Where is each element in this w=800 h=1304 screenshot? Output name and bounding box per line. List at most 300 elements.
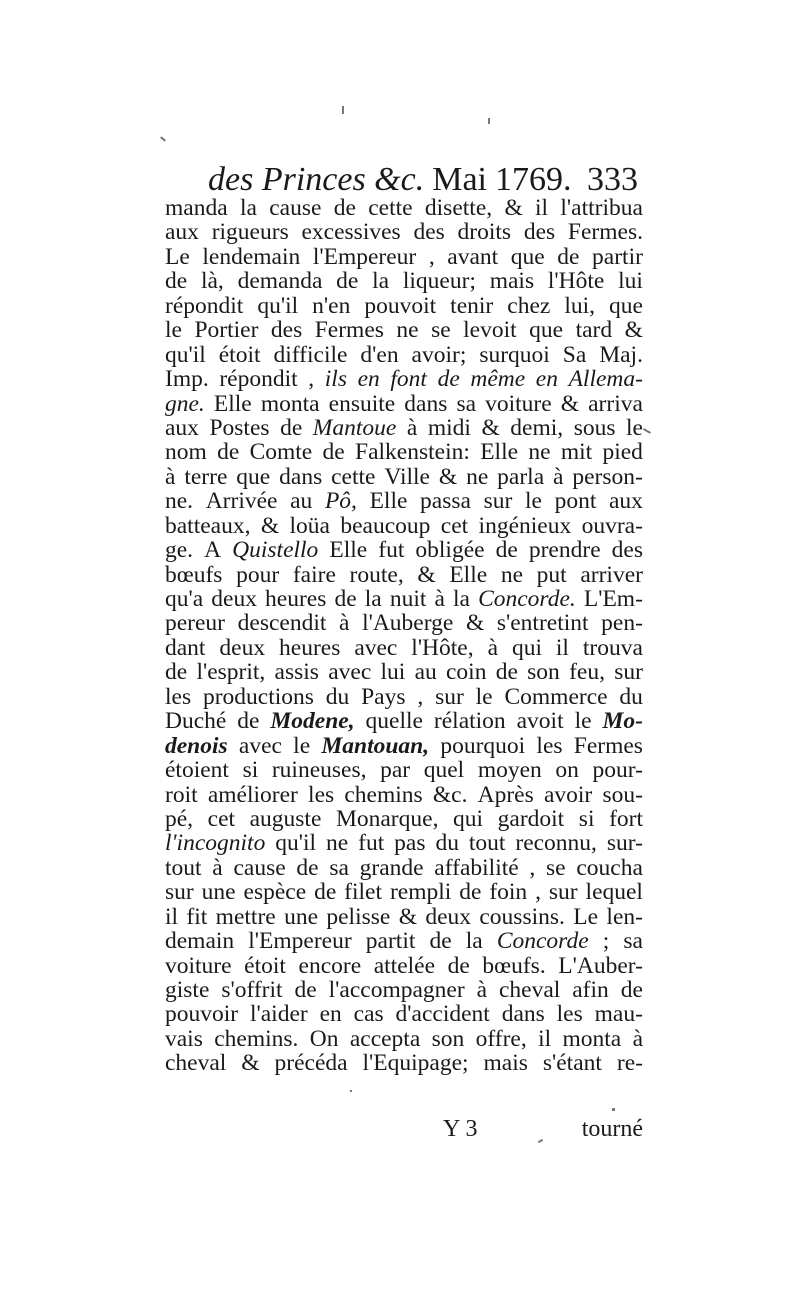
word: que <box>529 317 564 344</box>
text-line <box>165 856 643 880</box>
word: à <box>406 414 418 441</box>
word: quel <box>423 757 465 784</box>
word: si <box>242 757 259 784</box>
word: Le <box>573 903 599 930</box>
word: person- <box>572 463 643 490</box>
word: pelisse <box>326 903 391 930</box>
word: sous <box>573 414 616 441</box>
word: le <box>626 414 643 441</box>
word: len- <box>606 903 643 930</box>
word: Postes <box>209 414 270 441</box>
word: de <box>459 879 482 906</box>
text-line <box>165 514 643 538</box>
word: dans <box>404 390 448 417</box>
word: , <box>428 243 435 270</box>
word: de <box>336 268 359 295</box>
word: Portier <box>194 317 259 344</box>
text-line <box>165 440 643 464</box>
word: que <box>236 463 271 490</box>
word: coucha <box>576 854 643 881</box>
word: Mantoue <box>312 414 397 441</box>
word: & <box>624 317 643 344</box>
word: aux <box>165 219 199 246</box>
word: bœufs <box>165 561 223 588</box>
text-line <box>165 758 643 782</box>
word: de <box>495 659 518 686</box>
word: sa <box>329 854 349 881</box>
catchword: tourné <box>581 1116 643 1142</box>
word: tard <box>575 317 613 344</box>
word: de <box>447 952 470 979</box>
word: giste <box>165 977 210 1003</box>
word: excessives <box>301 219 401 246</box>
word: cause <box>269 195 322 221</box>
word: l'Equipage; <box>362 1050 469 1077</box>
word: re- <box>616 1050 643 1077</box>
word: trouva <box>582 634 643 661</box>
word: pied <box>602 439 643 466</box>
word: mit <box>560 439 593 466</box>
word: quelle <box>365 708 423 735</box>
word: mau- <box>594 1001 643 1028</box>
word: s'entretint <box>496 610 589 637</box>
word: Allema- <box>568 366 643 393</box>
word: ne <box>466 463 489 490</box>
word: cause <box>233 854 286 881</box>
word: , <box>417 683 424 710</box>
word: chemins. <box>214 1025 299 1052</box>
word: l'accompagner <box>328 977 465 1003</box>
word: put <box>536 561 567 588</box>
word: que <box>609 292 643 319</box>
word: pereur <box>165 610 226 637</box>
word: les <box>308 781 335 808</box>
word: reconnu, <box>515 830 597 857</box>
word: de <box>280 414 303 441</box>
word: Le <box>165 243 190 270</box>
word: se <box>431 317 451 344</box>
word: partir <box>592 243 643 270</box>
word: chemins <box>344 781 423 808</box>
word: de <box>237 708 260 735</box>
word: de <box>333 195 356 221</box>
word: améliorer <box>207 781 298 808</box>
word: l'incognito <box>165 830 266 857</box>
word: arriver <box>580 561 643 588</box>
word: du <box>325 683 350 710</box>
page-number: 333 <box>587 161 638 198</box>
word: Sa <box>562 341 587 368</box>
word: dans <box>501 1001 545 1028</box>
word: nuit <box>389 586 427 612</box>
word: Duché <box>165 708 227 735</box>
text-line <box>165 587 643 611</box>
word: s'offrit <box>221 977 283 1003</box>
running-month: Mai <box>432 161 487 198</box>
signature-mark: Y 3 <box>443 1116 478 1142</box>
scan-speck <box>350 1090 352 1092</box>
word: précéda <box>274 1050 348 1077</box>
word: ne <box>326 830 349 857</box>
word: & <box>438 463 458 490</box>
word: de <box>165 268 188 295</box>
text-line <box>165 1051 643 1075</box>
word: ne <box>528 439 551 466</box>
word: la <box>372 268 390 295</box>
word: gne. <box>165 390 205 417</box>
text-line <box>165 563 643 587</box>
word: de <box>294 977 317 1003</box>
word: feu, <box>569 659 605 686</box>
word: L'Em- <box>583 586 643 612</box>
word: & <box>260 512 280 539</box>
word: chez <box>507 292 551 319</box>
word: en <box>357 366 380 393</box>
word: à <box>212 854 223 881</box>
text-line <box>165 978 643 1002</box>
word: avec <box>328 659 372 686</box>
word: ingénieux <box>478 512 572 539</box>
word: rempli <box>389 879 452 906</box>
word: arriva <box>588 390 643 417</box>
word: de <box>296 854 319 881</box>
word: Après <box>477 781 534 808</box>
word: cet <box>207 805 236 832</box>
word: Elle <box>213 390 252 417</box>
word: Pays <box>361 683 406 710</box>
word: liqueur; <box>402 268 476 295</box>
word: sa <box>456 390 477 417</box>
text-line <box>165 880 643 904</box>
word: avoit <box>516 708 564 735</box>
word: se <box>546 854 566 881</box>
word: de <box>495 537 518 564</box>
word: pourquoi <box>440 732 526 759</box>
word: avec <box>238 732 282 759</box>
scan-speck <box>643 428 651 434</box>
word: cheval <box>498 977 561 1003</box>
word: en <box>319 1001 342 1028</box>
word: lui <box>618 268 643 295</box>
word: manda <box>165 195 228 221</box>
word: son <box>527 659 560 686</box>
word: cette <box>331 463 376 490</box>
word: pont <box>554 488 597 515</box>
word: là, <box>200 268 224 295</box>
word: au <box>290 488 313 515</box>
word: roit <box>165 781 198 808</box>
word: des <box>270 317 303 344</box>
word: qu'a <box>165 586 204 612</box>
word: dans <box>279 463 323 490</box>
word: levoit <box>463 317 517 344</box>
word: vais <box>165 1025 203 1052</box>
word: accepta <box>349 1025 421 1052</box>
text-line <box>165 1002 643 1026</box>
word: sur <box>483 488 513 515</box>
word: sa <box>623 928 643 955</box>
word: gardoit <box>497 805 565 832</box>
word: heures <box>265 586 327 612</box>
word: ensuite <box>328 390 396 417</box>
word: fit <box>186 903 208 930</box>
word: denois <box>165 732 228 759</box>
text-line <box>165 1027 643 1051</box>
text-line <box>165 489 643 513</box>
page-footer <box>165 1114 643 1144</box>
word: Mantouan, <box>321 732 430 759</box>
word: offre, <box>475 1025 527 1052</box>
word: fut <box>358 830 385 857</box>
word: ruineuses, <box>271 757 367 784</box>
scan-speck <box>342 106 344 114</box>
word: disette, <box>424 195 493 221</box>
word: deux <box>425 903 472 930</box>
word: l'attribua <box>560 195 643 221</box>
word: du <box>619 683 643 710</box>
word: Quistello <box>232 537 319 564</box>
word: sou- <box>602 781 643 808</box>
word: lendemain <box>202 243 301 270</box>
word: , <box>535 879 541 906</box>
text-line <box>165 196 643 220</box>
text-line <box>165 220 643 244</box>
word: parla <box>497 463 545 490</box>
word: Arrivée <box>205 488 278 515</box>
word: ge. <box>165 537 194 564</box>
word: de <box>429 928 452 955</box>
word: à <box>632 1025 643 1052</box>
word: demi, <box>510 414 564 441</box>
word: de <box>165 659 188 686</box>
word: qu'il <box>275 830 317 857</box>
text-line <box>165 685 643 709</box>
word: l'Auberge <box>362 610 454 637</box>
word: beaucoup <box>340 512 431 539</box>
word: auguste <box>249 805 322 832</box>
text-line <box>165 611 643 635</box>
word: descendit <box>237 610 327 637</box>
word: le <box>165 317 182 344</box>
word: voiture <box>165 952 232 979</box>
word: qu'il <box>257 292 299 319</box>
word: si <box>578 805 595 832</box>
text-line <box>165 734 643 758</box>
word: au <box>414 659 437 686</box>
word: Maj. <box>599 341 643 368</box>
word: de <box>334 586 357 612</box>
word: A <box>204 537 222 564</box>
word: Elle <box>480 439 519 466</box>
word: Elle <box>329 537 368 564</box>
word: cet <box>440 512 469 539</box>
word: avec <box>354 634 398 661</box>
word: pour <box>236 561 280 588</box>
word: Fermes <box>573 732 643 759</box>
word: attelée <box>373 952 436 979</box>
word: nom <box>165 439 207 466</box>
word: une <box>201 879 236 906</box>
text-line <box>165 367 643 391</box>
word: Fermes. <box>567 219 643 246</box>
word: afin <box>572 977 609 1003</box>
word: pen- <box>601 610 643 637</box>
word: qui <box>511 634 542 661</box>
word: aux <box>609 488 643 515</box>
word: & <box>241 1050 260 1077</box>
word: Comte <box>249 439 313 466</box>
word: l'Empereur <box>312 243 417 270</box>
word: il <box>555 634 569 661</box>
word: fut <box>378 537 405 564</box>
word: il <box>165 903 179 930</box>
word: dant <box>165 634 206 661</box>
word: à <box>434 586 445 612</box>
word: lui, <box>564 292 596 319</box>
word: faire <box>292 561 336 588</box>
word: à <box>553 463 564 490</box>
word: l'Hôte, <box>411 634 474 661</box>
word: avant <box>447 243 499 270</box>
word: on <box>555 757 579 784</box>
word: Concorde. <box>478 586 576 612</box>
word: de <box>557 243 580 270</box>
word: coin <box>446 659 487 686</box>
word: rélation <box>433 708 506 735</box>
word: Mo- <box>602 708 643 735</box>
word: partit <box>365 928 416 955</box>
text-line <box>165 636 643 660</box>
scan-speck <box>488 118 490 124</box>
word: de <box>314 879 337 906</box>
text-line <box>165 905 643 929</box>
word: qu'il <box>165 341 206 368</box>
word: à <box>339 610 350 637</box>
word: , <box>308 366 315 393</box>
word: Commerce <box>504 683 608 710</box>
word: la <box>239 195 257 221</box>
word: une <box>284 903 318 930</box>
word: coussins. <box>479 903 565 930</box>
word: filet <box>344 879 383 906</box>
word: L'Auber- <box>558 952 643 979</box>
word: & <box>504 195 523 221</box>
word: les <box>165 683 192 710</box>
text-line <box>165 269 643 293</box>
word: mettre <box>215 903 276 930</box>
word: surquoi <box>479 341 550 368</box>
word: pas <box>394 830 426 857</box>
text-line <box>165 831 643 855</box>
word: qui <box>453 805 484 832</box>
word: répondit <box>165 292 244 319</box>
running-title: des Princes &c. <box>208 161 425 198</box>
word: droits <box>457 219 512 246</box>
text-line <box>165 392 643 416</box>
text-line <box>165 318 643 342</box>
word: midi <box>427 414 471 441</box>
text-line <box>165 538 643 562</box>
word: monta <box>562 1025 622 1052</box>
word: deux <box>211 586 257 612</box>
word: productions <box>202 683 314 710</box>
word: monta <box>260 390 320 417</box>
text-line <box>165 245 643 269</box>
word: & <box>465 610 485 637</box>
word: obligée <box>415 537 485 564</box>
word: des <box>413 219 445 246</box>
scan-speck <box>612 1108 615 1111</box>
text-line <box>165 807 643 831</box>
word: fort <box>609 805 643 832</box>
word: demain <box>165 928 235 955</box>
word: avoir <box>543 781 593 808</box>
word: d'accident <box>395 1001 490 1028</box>
scan-speck <box>160 136 166 141</box>
word: pé, <box>165 805 194 832</box>
word: cas <box>353 1001 384 1028</box>
word: l'esprit, <box>196 659 266 686</box>
word: l'aider <box>249 1001 308 1028</box>
word: ils <box>324 366 347 393</box>
word: & <box>481 414 500 441</box>
word: batteaux, <box>165 512 251 539</box>
word: ; <box>602 928 610 955</box>
word: cette <box>368 195 413 221</box>
word: de <box>437 366 460 393</box>
word: voiture <box>485 390 552 417</box>
word: prendre <box>528 537 601 564</box>
word: foin <box>489 879 528 906</box>
text-line <box>165 416 643 440</box>
word: de <box>322 439 345 466</box>
word: en <box>535 366 558 393</box>
word: il <box>538 1025 552 1052</box>
word: loüa <box>289 512 330 539</box>
word: sur <box>548 879 578 906</box>
word: ne <box>396 317 419 344</box>
word: le <box>574 708 592 735</box>
text-line <box>165 709 643 733</box>
word: & <box>560 390 580 417</box>
word: mais <box>483 1050 528 1077</box>
word: heures <box>279 634 341 661</box>
word: avoir; <box>411 341 467 368</box>
word: sur <box>165 879 194 906</box>
word: les <box>556 1001 583 1028</box>
word: affabilité <box>434 854 519 881</box>
text-line <box>165 660 643 684</box>
word: sur <box>614 659 643 686</box>
word: pour- <box>592 757 643 784</box>
word: Monarque, <box>335 805 439 832</box>
word: à <box>487 634 498 661</box>
word: s'étant <box>542 1050 602 1077</box>
word: mais <box>489 268 535 295</box>
word: &c. <box>432 781 468 808</box>
word: des <box>523 219 556 246</box>
word: à <box>165 463 176 490</box>
word: même <box>470 366 526 393</box>
word: d'en <box>360 341 399 368</box>
word: la <box>465 928 483 955</box>
text-line <box>165 465 643 489</box>
word: terre <box>184 463 228 490</box>
word: Elle <box>369 488 408 515</box>
word: la <box>453 586 470 612</box>
word: Fermes <box>314 317 384 344</box>
word: & <box>398 903 417 930</box>
